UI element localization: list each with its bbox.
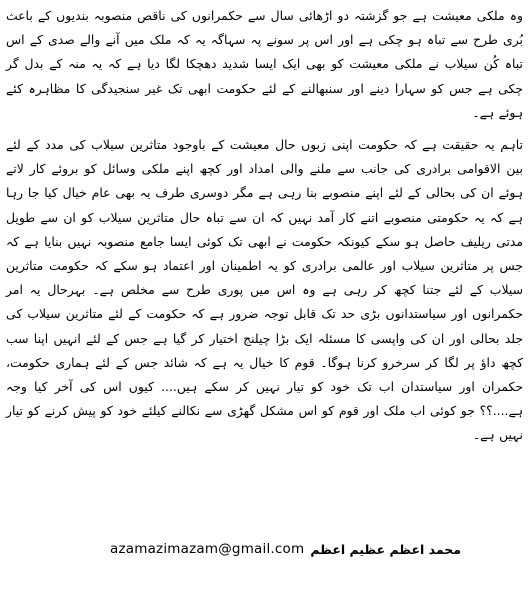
- signature-line: [110, 535, 461, 563]
- paragraph-2: تاہم یہ حقیقت ہے کہ حکومت اپنی زبوں حال معیشت کے باوجود متاثرین سیلاب کی مدد کے لئے بین الاقوامی برادری کی جانب سے ملنے والی امداد اور کچھ اپنے ملکی وسائل کو بروئے کار لاتے ہوئے ان کی بحالی کے لئے اپنے منصوبے بنا رہی ہے مگر دوسری طرف یہ بھی عام خیال کیا جا رہا ہے کہ یہ حکومتی منصوبے اتنے کار آمد نہیں کہ ان سے تباہ حال متاثرین سیلاب کو ان سے طویل مدتی ریلیف حاصل ہو سکے کیونکہ حکومت نے ابھی تک کوئی ایسا جامع منصوبہ نہیں بنایا ہے کہ جس پر متاثرین سیلاب اور عالمی برادری کو یہ اطمینان اور اعتماد ہو سکے کہ حکومت متاثرین سیلاب کے لئے جتنا کچھ کر رہی ہے وہ اس میں پوری طرح سے مخلص ہے۔ بہرحال یہ امر حکمرانوں اور سیاستدانوں بڑی حد تک قابل توجہ ضرور ہے کہ حکومت کے لئے متاثرین سیلاب کی جلد بحالی اور ان کی واپسی کا مسئلہ ایک بڑا چیلنج اختیار کر گیا ہے جس کے لئے انہیں اپنا سب کچھ داؤ پر لگا کر سرخرو کرنا ہوگا۔ قوم کا خیال یہ ہے کہ شائد جس کے لئے ہماری حکومت، حکمران اور سیاستدان اب تک خود کو تیار نہیں کر سکے ہیں.... کیوں اس کی آخر کیا وجہ ہے....؟؟ جو کوئی اب ملک اور قوم کو اس مشکل گھڑی سے نکالنے کیلئے خود کو پیش کرنے کو تیار نہیں ہے۔: [6, 137, 523, 443]
- author-email: azamazimazam@gmail.com: [110, 541, 305, 557]
- author-name: محمد اعظم عظیم اعظم: [310, 541, 461, 557]
- paragraph-1: وہ ملکی معیشت ہے جو گزشتہ دو اڑھائی سال سے حکمرانوں کی ناقص منصوبہ بندیوں کے باعث بُری طرح سے تباہ ہو چکی ہے اور اس پر سونے پہ سہاگہ یہ کہ ملک میں آنے والے صدی کے اس تباہ کُن سیلاب نے ملکی معیشت کو بھی ایک ایسا شدید دھچکا لگا دیا ہے کہ یہ منہ کے بدل گر چکی ہے جس کو سہارا دینے اور سنبھالنے کے لئے حکومت ابھی تک غیر سنجیدگی کا مظاہرہ کئے ہوئے ہے۔: [6, 8, 523, 120]
- article-page: [6, 4, 523, 599]
